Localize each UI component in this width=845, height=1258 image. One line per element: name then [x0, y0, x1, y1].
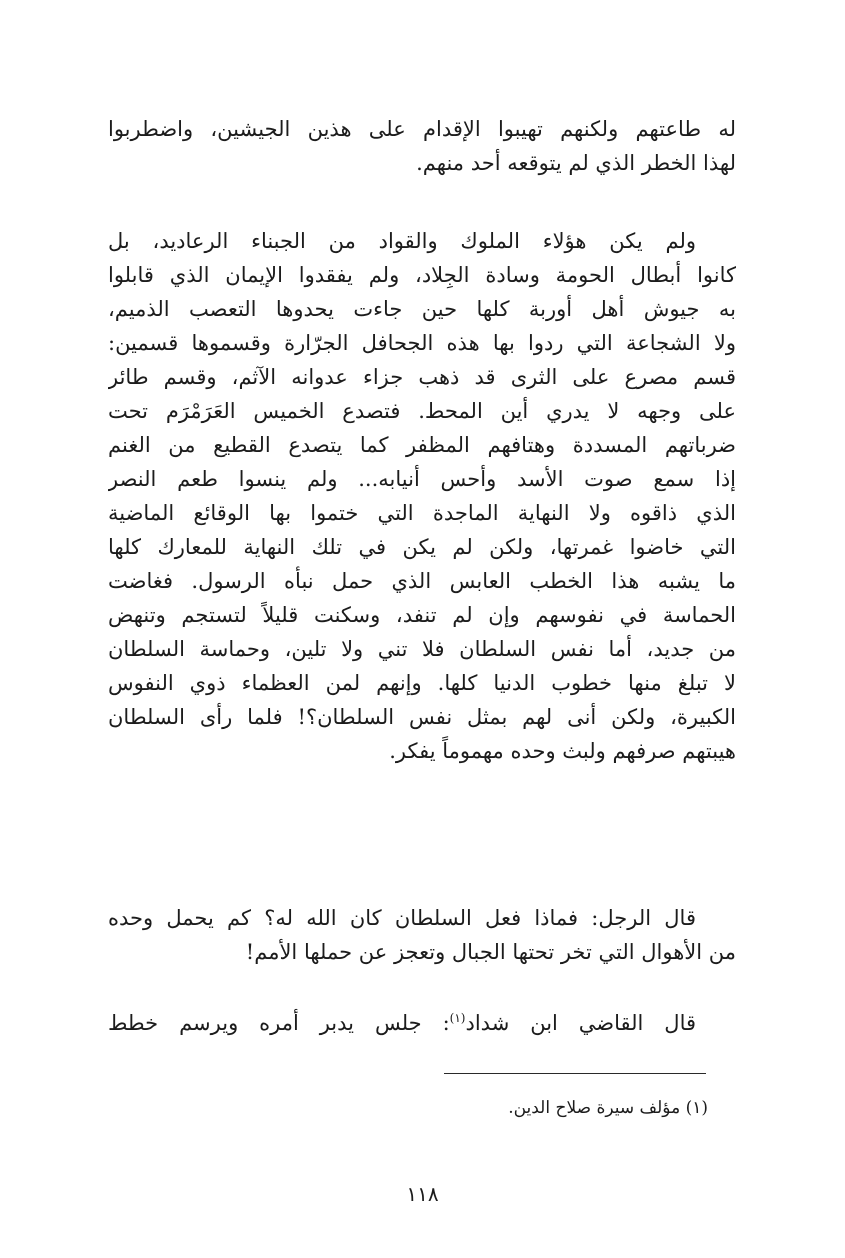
text-line: به جيوش أهل أوربة كلها حين جاءت يحدوها التعصب الذميم،	[108, 297, 736, 321]
paragraph-continuation	[108, 112, 736, 180]
text-line: من الأهوال التي تخر تحتها الجبال وتعجز عن حملها الأمم!	[245, 940, 736, 964]
footnote-separator	[444, 1073, 706, 1074]
text-line: كانوا أبطال الحومة وسادة الجِلاد، ولم يفقدوا الإيمان الذي قابلوا	[108, 263, 736, 287]
text-line: لا تبلغ منها خطوب الدنيا كلها. وإنهم لمن العظماء ذوي النفوس	[108, 671, 736, 695]
text-line: إذا سمع صوت الأسد وأحس أنيابه... ولم ينسوا طعم النصر	[108, 467, 736, 491]
page-number: ١١٨	[406, 1182, 439, 1206]
text-line: قسم مصرع على الثرى قد ذهب جزاء عدوانه الآثم، وقسم طائر	[108, 365, 736, 389]
footnote: (١) مؤلف سيرة صلاح الدين.	[508, 1098, 708, 1118]
text-line: ضرباتهم المسددة وهتافهم المظفر كما يتصدع القطيع من الغنم	[108, 433, 736, 457]
footnote-reference[interactable]: (١)	[449, 1011, 466, 1025]
text-line: لهذا الخطر الذي لم يتوقعه أحد منهم.	[416, 151, 736, 175]
paragraph-main	[108, 224, 736, 768]
text-line: التي خاضوا غمرتها، ولكن لم يكن في تلك النهاية للمعارك كلها	[108, 535, 736, 559]
text-line: ولا الشجاعة التي ردوا بها هذه الجحافل الجرّارة وقسموها قسمين:	[108, 331, 736, 355]
text-line: له طاعتهم ولكنهم تهيبوا الإقدام على هذين الجيشين، واضطربوا	[108, 117, 736, 141]
text-line: الحماسة في نفوسهم وإن لم تنفد، وسكنت قليلاً لتستجم وتنهض	[108, 603, 736, 627]
paragraph-question	[108, 901, 736, 969]
text-line: الكبيرة، ولكن أنى لهم بمثل نفس السلطان؟! فلما رأى السلطان	[108, 705, 736, 729]
text-segment: : جلس يدبر أمره ويرسم خطط	[108, 1011, 450, 1035]
text-line: ولم يكن هؤلاء الملوك والقواد من الجبناء الرعاديد، بل	[108, 229, 696, 253]
text-line: على وجهه لا يدري أين المحط. فتصدع الخميس العَرَمْرَم تحت	[108, 399, 736, 423]
text-line: من جديد، أما نفس السلطان فلا تني ولا تلين، وحماسة السلطان	[108, 637, 736, 661]
text-line: هيبتهم صرفهم ولبث وحده مهموماً يفكر.	[389, 739, 736, 763]
text-segment: قال القاضي ابن شداد	[465, 1011, 697, 1035]
paragraph-answer	[108, 1006, 736, 1040]
text-line	[108, 1006, 736, 1040]
text-line: ما يشبه هذا الخطب العابس الذي حمل نبأه الرسول. فغاضت	[108, 569, 736, 593]
text-line: قال الرجل: فماذا فعل السلطان كان الله له؟ كم يحمل وحده	[108, 906, 696, 930]
text-line: الذي ذاقوه ولا النهاية الماجدة التي ختموا بها الوقائع الماضية	[108, 501, 736, 525]
